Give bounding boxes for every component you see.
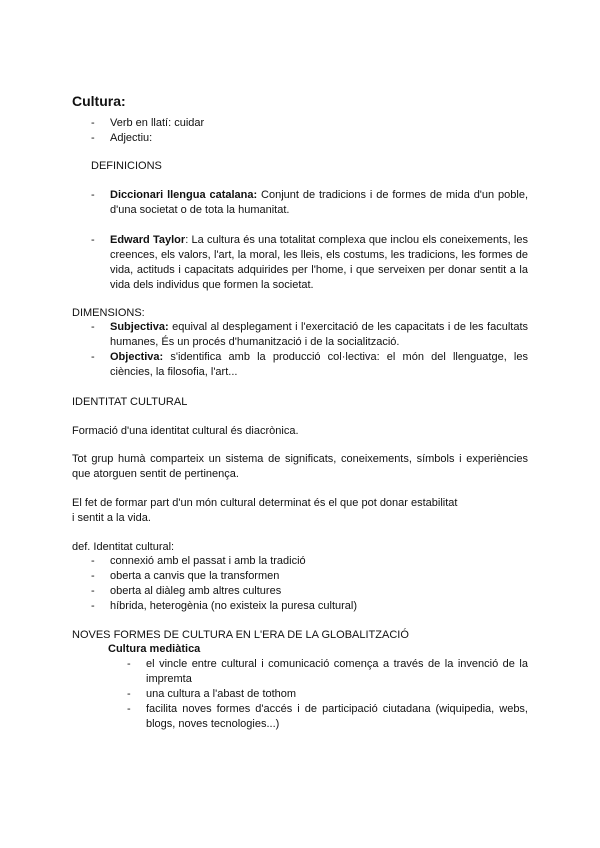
- definitions-list: [91, 188, 528, 218]
- definition-term: Edward Taylor: [110, 234, 186, 246]
- media-heading: Cultura mediàtica: [108, 643, 201, 655]
- paragraph-line: i sentit a la vida.: [72, 512, 151, 524]
- list-item: - connexió amb el passat i amb la tradició: [91, 554, 528, 569]
- identity-paragraph: Tot grup humà comparteix un sistema de significats, coneixements, símbols i experiències que atorguen sentit de pertinença.: [72, 453, 528, 480]
- identity-def-list: [91, 554, 528, 614]
- page-title: Cultura:: [72, 93, 126, 109]
- list-item: - oberta al diàleg amb altres cultures: [91, 584, 528, 599]
- list-item: - Adjectiu:: [91, 131, 521, 146]
- dimension-item: [91, 350, 528, 380]
- list-item: - el vincle entre cultural i comunicació comença a través de la invenció de la impremta: [127, 657, 528, 687]
- new-forms-heading: NOVES FORMES DE CULTURA EN L'ERA DE LA GLOBALITZACIÓ: [72, 629, 409, 641]
- list-item: - Verb en llatí: cuidar: [91, 116, 521, 131]
- list-item: - una cultura a l'abast de tothom: [127, 687, 528, 702]
- list-item: - híbrida, heterogènia (no existeix la puresa cultural): [91, 599, 528, 614]
- definition-term: Diccionari llengua catalana:: [110, 189, 258, 201]
- dimension-text: s'identifica amb la producció col·lectiva: el món del llenguatge, les ciències, la filosofia, l'art...: [110, 351, 528, 378]
- media-list: [127, 657, 528, 732]
- intro-list: [91, 116, 521, 146]
- dimension-term: Subjectiva:: [110, 321, 169, 333]
- identity-paragraph: [72, 496, 528, 526]
- dimension-text: equival al desplegament i l'exercitació de les capacitats i de les facultats humanes, És un procés d'humanització i de la socialització.: [110, 321, 528, 348]
- dimensions-list: [91, 320, 528, 380]
- dimension-term: Objectiva:: [110, 351, 164, 363]
- dimensions-heading: DIMENSIONS:: [72, 307, 145, 319]
- identity-def-label: def. Identitat cultural:: [72, 541, 175, 553]
- definition-text: : La cultura és una totalitat complexa que inclou els coneixements, les creences, els valors, l'art, la moral, les lleis, els costums, les tradicions, les formes de vida, actituds i capacitats adquirides per l'home, i que serveixen per donar sentit a la vida dels individus que formen la societat.: [110, 234, 528, 291]
- list-item: - oberta a canvis que la transformen: [91, 569, 528, 584]
- definitions-list-2: [91, 233, 528, 293]
- dimension-item: [91, 320, 528, 350]
- identity-paragraph: Formació d'una identitat cultural és diacrònica.: [72, 425, 299, 437]
- identity-heading: IDENTITAT CULTURAL: [72, 396, 188, 408]
- definition-item: [91, 188, 528, 218]
- definitions-heading: DEFINICIONS: [91, 160, 162, 172]
- list-item: - facilita noves formes d'accés i de participació ciutadana (wiquipedia, webs, blogs, noves tecnologies...): [127, 702, 528, 732]
- paragraph-line: El fet de formar part d'un món cultural determinat és el que pot donar estabilitat: [72, 497, 458, 509]
- definition-item: [91, 233, 528, 293]
- definition-text: Conjunt de tradicions i de formes de mida d'un poble, d'una societat o de tota la humanitat.: [110, 189, 528, 216]
